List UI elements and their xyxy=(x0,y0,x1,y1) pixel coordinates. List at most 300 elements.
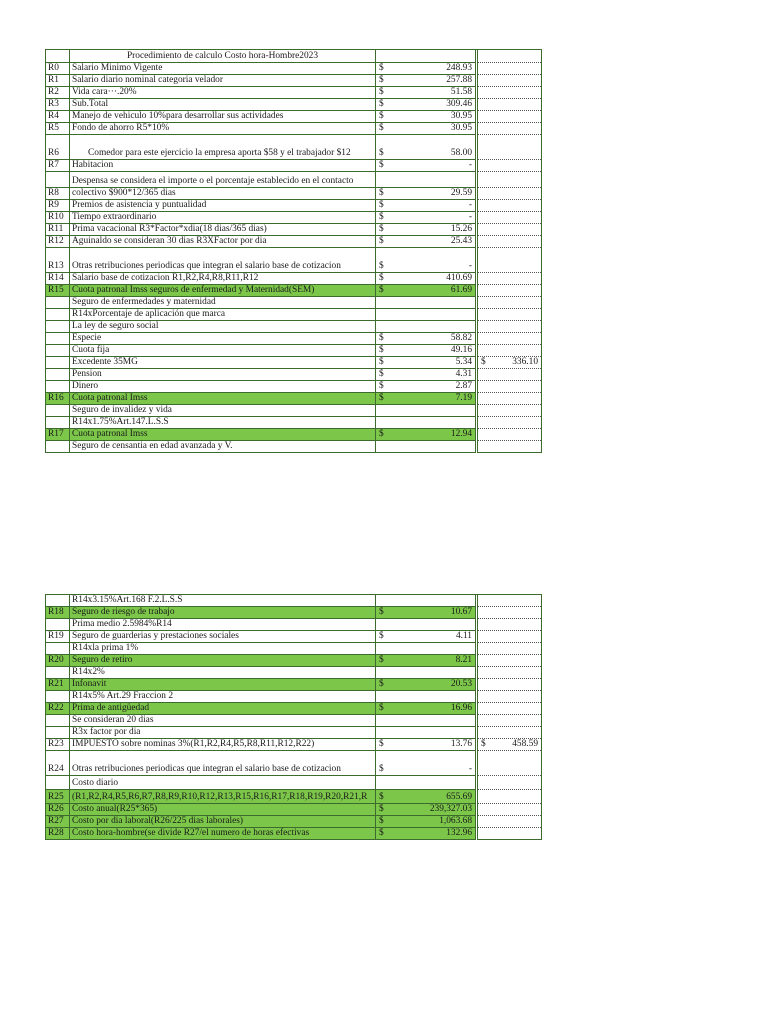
currency-symbol: $ xyxy=(379,148,384,158)
row-description-cell[interactable]: Otras retribuciones periodicas que integran el salario base de cotizacion xyxy=(70,248,376,273)
currency-symbol: $ xyxy=(379,200,384,210)
amount-value xyxy=(378,429,473,440)
row-description-cell[interactable]: Manejo de vehiculo 10%para desarrollar sus actividades xyxy=(70,111,376,123)
amount-number: 10.67 xyxy=(450,607,472,617)
amount-number: 1,063.68 xyxy=(439,816,472,826)
amount-number: 20.53 xyxy=(450,679,472,689)
row-extra-cell[interactable] xyxy=(478,441,542,453)
amount-value xyxy=(378,75,473,86)
table-row xyxy=(46,804,542,816)
row-description-cell[interactable]: R14xPorcentaje de aplicación que marca xyxy=(70,309,376,321)
row-extra-cell[interactable] xyxy=(478,790,542,804)
currency-symbol: $ xyxy=(379,273,384,283)
row-extra-cell[interactable] xyxy=(478,285,542,297)
title-extra-cell[interactable] xyxy=(478,50,542,63)
row-code-cell[interactable]: R3 xyxy=(46,99,70,111)
row-amount-cell[interactable] xyxy=(376,87,476,99)
row-description-cell[interactable]: R14x2% xyxy=(70,667,376,679)
amount-value xyxy=(378,261,473,272)
row-code-cell[interactable]: R12 xyxy=(46,236,70,248)
row-extra-cell[interactable] xyxy=(478,727,542,739)
row-extra-cell[interactable] xyxy=(478,381,542,393)
row-description-cell[interactable]: Despensa se considera el importe o el porcentaje establecido en el contacto xyxy=(70,172,376,188)
row-extra-cell[interactable] xyxy=(478,309,542,321)
row-amount-cell[interactable] xyxy=(376,441,476,453)
row-description-cell[interactable]: Seguro de invalidez y vida xyxy=(70,405,376,417)
row-description-cell[interactable]: Infonavit xyxy=(70,679,376,691)
row-amount-cell[interactable] xyxy=(376,172,476,188)
row-amount-cell[interactable] xyxy=(376,703,476,715)
row-amount-cell[interactable] xyxy=(376,776,476,790)
table-row xyxy=(46,212,542,224)
row-code-cell[interactable]: R10 xyxy=(46,212,70,224)
row-amount-cell[interactable] xyxy=(376,111,476,123)
currency-symbol: $ xyxy=(379,792,384,802)
row-amount-cell[interactable] xyxy=(376,357,476,369)
row-extra-cell[interactable] xyxy=(478,417,542,429)
amount-number: - xyxy=(468,261,472,271)
row-amount-cell[interactable] xyxy=(376,643,476,655)
row-description-cell[interactable]: Salario base de cotizacion R1,R2,R4,R8,R11,R12 xyxy=(70,273,376,285)
row-code-cell[interactable]: R16 xyxy=(46,393,70,405)
table-row xyxy=(46,703,542,715)
table-row xyxy=(46,727,542,739)
row-amount-cell[interactable] xyxy=(376,751,476,776)
row-extra-cell[interactable] xyxy=(478,429,542,441)
row-code-cell[interactable]: R18 xyxy=(46,607,70,619)
row-extra-cell[interactable] xyxy=(478,828,542,840)
table-row xyxy=(46,441,542,453)
row-description-cell[interactable]: Excedente 35MG xyxy=(70,357,376,369)
row-amount-cell[interactable] xyxy=(376,679,476,691)
table-row xyxy=(46,631,542,643)
amount-number: 132.96 xyxy=(446,828,472,838)
row-code-cell[interactable] xyxy=(46,776,70,790)
row-extra-cell[interactable] xyxy=(478,188,542,200)
title-code-cell[interactable] xyxy=(46,50,70,63)
table-row xyxy=(46,595,542,607)
table-row xyxy=(46,172,542,188)
row-amount-cell[interactable] xyxy=(376,595,476,607)
extra-total-value xyxy=(480,357,539,368)
extra-total-value xyxy=(480,739,539,750)
row-extra-cell[interactable] xyxy=(478,715,542,727)
row-extra-cell[interactable] xyxy=(478,212,542,224)
amount-value xyxy=(378,224,473,235)
row-amount-cell[interactable] xyxy=(376,381,476,393)
row-code-cell[interactable]: R23 xyxy=(46,739,70,751)
row-description-cell[interactable]: Se consideran 20 dias xyxy=(70,715,376,727)
row-amount-cell[interactable] xyxy=(376,619,476,631)
row-amount-cell[interactable] xyxy=(376,393,476,405)
row-extra-cell[interactable] xyxy=(478,703,542,715)
amount-number: 15.26 xyxy=(450,224,472,234)
row-amount-cell[interactable] xyxy=(376,429,476,441)
amount-value xyxy=(378,87,473,98)
currency-symbol: $ xyxy=(379,224,384,234)
row-code-cell[interactable]: R2 xyxy=(46,87,70,99)
row-code-cell[interactable]: R1 xyxy=(46,75,70,87)
row-code-cell[interactable]: R7 xyxy=(46,160,70,172)
table-row xyxy=(46,790,542,804)
row-amount-cell[interactable] xyxy=(376,828,476,840)
table-row xyxy=(46,828,542,840)
row-description-cell[interactable]: Cuota patronal Imss seguros de enfermedad y Maternidad(SEM) xyxy=(70,285,376,297)
table-row xyxy=(46,679,542,691)
amount-value xyxy=(378,333,473,344)
amount-number: 58.82 xyxy=(450,333,472,343)
row-code-cell[interactable]: R13 xyxy=(46,248,70,273)
row-extra-cell[interactable] xyxy=(478,200,542,212)
row-description-cell[interactable]: Habitacion xyxy=(70,160,376,172)
amount-value xyxy=(378,200,473,211)
row-amount-cell[interactable] xyxy=(376,816,476,828)
currency-symbol: $ xyxy=(379,111,384,121)
row-description-cell[interactable]: Premios de asistencia y puntualidad xyxy=(70,200,376,212)
table-row xyxy=(46,816,542,828)
row-extra-cell[interactable] xyxy=(478,667,542,679)
row-description-cell[interactable]: Sub.Total xyxy=(70,99,376,111)
row-code-cell[interactable] xyxy=(46,333,70,345)
row-amount-cell[interactable] xyxy=(376,667,476,679)
row-code-cell[interactable]: R15 xyxy=(46,285,70,297)
row-extra-cell[interactable] xyxy=(478,357,542,369)
row-extra-cell[interactable] xyxy=(478,655,542,667)
row-extra-cell[interactable] xyxy=(478,816,542,828)
row-amount-cell[interactable] xyxy=(376,333,476,345)
currency-symbol: $ xyxy=(379,160,384,170)
row-amount-cell[interactable] xyxy=(376,804,476,816)
row-description-cell[interactable]: Tiempo extraordinario xyxy=(70,212,376,224)
row-amount-cell[interactable] xyxy=(376,135,476,160)
row-amount-cell[interactable] xyxy=(376,321,476,333)
row-description-cell[interactable]: Pension xyxy=(70,369,376,381)
currency-symbol: $ xyxy=(379,631,384,641)
table-row xyxy=(46,273,542,285)
row-code-cell[interactable] xyxy=(46,369,70,381)
table-row xyxy=(46,393,542,405)
amount-number: 2.87 xyxy=(455,381,472,391)
amount-number: 655.69 xyxy=(446,792,472,802)
amount-number: 4.31 xyxy=(455,369,472,379)
row-code-cell[interactable] xyxy=(46,595,70,607)
row-code-cell[interactable]: R11 xyxy=(46,224,70,236)
currency-symbol: $ xyxy=(379,804,384,814)
row-code-cell[interactable]: R28 xyxy=(46,828,70,840)
row-amount-cell[interactable] xyxy=(376,297,476,309)
amount-value xyxy=(378,236,473,247)
row-description-cell[interactable]: Seguro de censantia en edad avanzada y V. xyxy=(70,441,376,453)
row-extra-cell[interactable] xyxy=(478,273,542,285)
currency-symbol: $ xyxy=(379,429,384,439)
row-code-cell[interactable] xyxy=(46,172,70,188)
row-code-cell[interactable] xyxy=(46,309,70,321)
row-code-cell[interactable]: R4 xyxy=(46,111,70,123)
table-row xyxy=(46,619,542,631)
row-amount-cell[interactable] xyxy=(376,655,476,667)
row-code-cell[interactable] xyxy=(46,619,70,631)
amount-value xyxy=(378,188,473,199)
table-row xyxy=(46,224,542,236)
row-description-cell[interactable]: Costo diario xyxy=(70,776,376,790)
row-code-cell[interactable]: R20 xyxy=(46,655,70,667)
row-amount-cell[interactable] xyxy=(376,188,476,200)
title-amount-cell[interactable] xyxy=(376,50,476,63)
currency-symbol: $ xyxy=(379,393,384,403)
row-description-cell[interactable]: Prima vacacional R3*Factor*xdia(18 dias/365 dias) xyxy=(70,224,376,236)
row-extra-cell[interactable] xyxy=(478,691,542,703)
row-description-cell[interactable]: Vida cara···.20% xyxy=(70,87,376,99)
table-title[interactable]: Procedimiento de calculo Costo hora-Hombre2023 xyxy=(70,50,376,63)
row-extra-cell[interactable] xyxy=(478,333,542,345)
row-extra-cell[interactable] xyxy=(478,75,542,87)
row-extra-cell[interactable] xyxy=(478,739,542,751)
row-code-cell[interactable] xyxy=(46,321,70,333)
row-amount-cell[interactable] xyxy=(376,224,476,236)
row-code-cell[interactable] xyxy=(46,643,70,655)
row-description-cell[interactable]: Salario Minimo Vigente xyxy=(70,63,376,75)
row-description-cell[interactable]: Comedor para este ejercicio la empresa aporta $58 y el trabajador $12 xyxy=(70,135,376,160)
currency-symbol: $ xyxy=(481,357,486,367)
row-code-cell[interactable]: R5 xyxy=(46,123,70,135)
row-description-cell[interactable]: Fondo de ahorro R5*10% xyxy=(70,123,376,135)
row-extra-cell[interactable] xyxy=(478,405,542,417)
row-code-cell[interactable] xyxy=(46,715,70,727)
table-row xyxy=(46,691,542,703)
row-code-cell[interactable] xyxy=(46,381,70,393)
amount-value xyxy=(378,703,473,714)
table-row xyxy=(46,776,542,790)
row-description-cell[interactable]: Seguro de enfermedades y maternidad xyxy=(70,297,376,309)
row-description-cell[interactable]: Salario diario nominal categoria velador xyxy=(70,75,376,87)
row-amount-cell[interactable] xyxy=(376,123,476,135)
row-extra-cell[interactable] xyxy=(478,804,542,816)
row-code-cell[interactable] xyxy=(46,417,70,429)
row-description-cell[interactable]: R14x3.15%Art.168 F.2.L.S.S xyxy=(70,595,376,607)
amount-value xyxy=(378,160,473,171)
row-code-cell[interactable]: R9 xyxy=(46,200,70,212)
row-description-cell[interactable]: Seguro de riesgo de trabajo xyxy=(70,607,376,619)
row-extra-cell[interactable] xyxy=(478,123,542,135)
row-description-cell[interactable]: Dinero xyxy=(70,381,376,393)
row-amount-cell[interactable] xyxy=(376,273,476,285)
table-row xyxy=(46,87,542,99)
amount-value xyxy=(378,111,473,122)
row-code-cell[interactable]: R19 xyxy=(46,631,70,643)
amount-value xyxy=(378,792,473,803)
row-extra-cell[interactable] xyxy=(478,63,542,75)
row-amount-cell[interactable] xyxy=(376,790,476,804)
row-code-cell[interactable] xyxy=(46,727,70,739)
row-amount-cell[interactable] xyxy=(376,200,476,212)
row-amount-cell[interactable] xyxy=(376,369,476,381)
amount-number: 12.94 xyxy=(450,429,472,439)
row-extra-cell[interactable] xyxy=(478,679,542,691)
table-row xyxy=(46,200,542,212)
row-amount-cell[interactable] xyxy=(376,727,476,739)
row-code-cell[interactable] xyxy=(46,345,70,357)
row-description-cell[interactable]: Aguinaldo se consideran 30 dias R3XFactor por dia xyxy=(70,236,376,248)
row-extra-cell[interactable] xyxy=(478,751,542,776)
amount-value xyxy=(378,369,473,380)
table-row xyxy=(46,333,542,345)
amount-value xyxy=(378,607,473,618)
row-code-cell[interactable] xyxy=(46,691,70,703)
row-description-cell[interactable]: Cuota fija xyxy=(70,345,376,357)
row-description-cell[interactable]: R14x5% Art.29 Fraccion 2 xyxy=(70,691,376,703)
amount-number: 49.16 xyxy=(450,345,472,355)
extra-total-number: 458.59 xyxy=(512,739,538,749)
row-code-cell[interactable] xyxy=(46,297,70,309)
amount-number: 4.11 xyxy=(455,631,472,641)
row-amount-cell[interactable] xyxy=(376,345,476,357)
currency-symbol: $ xyxy=(379,212,384,222)
row-description-cell[interactable]: Costo por dia laboral(R26/225 dias laborales) xyxy=(70,816,376,828)
amount-number: 309.46 xyxy=(446,99,472,109)
row-description-cell[interactable]: R14xla prima 1% xyxy=(70,643,376,655)
table-title-row xyxy=(46,50,542,63)
row-amount-cell[interactable] xyxy=(376,691,476,703)
row-extra-cell[interactable] xyxy=(478,160,542,172)
row-description-cell[interactable]: Cuota patronal Imss xyxy=(70,393,376,405)
table-row xyxy=(46,607,542,619)
row-description-cell[interactable]: Costo hora-hombre(se divide R27/el numero de horas efectivas xyxy=(70,828,376,840)
row-description-cell[interactable]: (R1,R2,R4,R5,R6,R7,R8,R9,R10,R12,R13,R15,R16,R17,R18,R19,R20,R21,R xyxy=(70,790,376,804)
row-extra-cell[interactable] xyxy=(478,87,542,99)
row-amount-cell[interactable] xyxy=(376,63,476,75)
row-extra-cell[interactable] xyxy=(478,619,542,631)
row-description-cell[interactable]: Otras retribuciones periodicas que integran el salario base de cotizacion xyxy=(70,751,376,776)
row-amount-cell[interactable] xyxy=(376,309,476,321)
table-row xyxy=(46,643,542,655)
row-description-cell[interactable]: Prima de antigüedad xyxy=(70,703,376,715)
row-extra-cell[interactable] xyxy=(478,595,542,607)
currency-symbol: $ xyxy=(379,261,384,271)
currency-symbol: $ xyxy=(379,63,384,73)
amount-number: 248.93 xyxy=(446,63,472,73)
table-row xyxy=(46,357,542,369)
row-amount-cell[interactable] xyxy=(376,631,476,643)
row-code-cell[interactable]: R21 xyxy=(46,679,70,691)
row-code-cell[interactable] xyxy=(46,667,70,679)
row-extra-cell[interactable] xyxy=(478,631,542,643)
extra-total-number: 336.10 xyxy=(512,357,538,367)
table-row xyxy=(46,135,542,160)
row-description-cell[interactable]: Seguro de guarderias y prestaciones sociales xyxy=(70,631,376,643)
amount-value xyxy=(378,816,473,827)
row-amount-cell[interactable] xyxy=(376,417,476,429)
row-code-cell[interactable]: R8 xyxy=(46,188,70,200)
row-description-cell[interactable]: La ley de seguro social xyxy=(70,321,376,333)
row-amount-cell[interactable] xyxy=(376,405,476,417)
row-extra-cell[interactable] xyxy=(478,172,542,188)
row-description-cell[interactable]: R14x1.75%Art.147.L.S.S xyxy=(70,417,376,429)
row-code-cell[interactable]: R6 xyxy=(46,135,70,160)
row-description-cell[interactable]: Cuota patronal Imss xyxy=(70,429,376,441)
row-description-cell[interactable]: R3x factor por dia xyxy=(70,727,376,739)
row-extra-cell[interactable] xyxy=(478,297,542,309)
amount-number: - xyxy=(468,200,472,210)
amount-value xyxy=(378,63,473,74)
currency-symbol: $ xyxy=(379,828,384,838)
row-code-cell[interactable] xyxy=(46,357,70,369)
row-code-cell[interactable]: R24 xyxy=(46,751,70,776)
row-code-cell[interactable] xyxy=(46,441,70,453)
currency-symbol: $ xyxy=(379,285,384,295)
row-extra-cell[interactable] xyxy=(478,369,542,381)
row-amount-cell[interactable] xyxy=(376,715,476,727)
row-amount-cell[interactable] xyxy=(376,75,476,87)
row-description-cell[interactable]: Seguro de retiro xyxy=(70,655,376,667)
currency-symbol: $ xyxy=(379,333,384,343)
row-amount-cell[interactable] xyxy=(376,248,476,273)
row-description-cell[interactable]: Especie xyxy=(70,333,376,345)
row-extra-cell[interactable] xyxy=(478,248,542,273)
table-row xyxy=(46,99,542,111)
table-row xyxy=(46,123,542,135)
currency-symbol: $ xyxy=(379,345,384,355)
table-row xyxy=(46,236,542,248)
amount-value xyxy=(378,345,473,356)
amount-number: - xyxy=(468,764,472,774)
amount-number: 61.69 xyxy=(450,285,472,295)
row-extra-cell[interactable] xyxy=(478,393,542,405)
row-extra-cell[interactable] xyxy=(478,321,542,333)
row-amount-cell[interactable] xyxy=(376,285,476,297)
row-extra-cell[interactable] xyxy=(478,111,542,123)
row-code-cell[interactable]: R25 xyxy=(46,790,70,804)
row-code-cell[interactable]: R17 xyxy=(46,429,70,441)
table-row xyxy=(46,75,542,87)
amount-value xyxy=(378,357,473,368)
row-extra-cell[interactable] xyxy=(478,776,542,790)
amount-value xyxy=(378,123,473,134)
row-amount-cell[interactable] xyxy=(376,160,476,172)
amount-number: 8.21 xyxy=(455,655,472,665)
row-amount-cell[interactable] xyxy=(376,99,476,111)
currency-symbol: $ xyxy=(379,188,384,198)
row-extra-cell[interactable] xyxy=(478,643,542,655)
row-code-cell[interactable] xyxy=(46,405,70,417)
amount-value xyxy=(378,679,473,690)
row-code-cell[interactable]: R22 xyxy=(46,703,70,715)
row-extra-cell[interactable] xyxy=(478,224,542,236)
table-row xyxy=(46,429,542,441)
row-description-cell[interactable]: Costo anual(R25*365) xyxy=(70,804,376,816)
row-amount-cell[interactable] xyxy=(376,739,476,751)
row-amount-cell[interactable] xyxy=(376,236,476,248)
currency-symbol: $ xyxy=(379,679,384,689)
row-extra-cell[interactable] xyxy=(478,135,542,160)
row-extra-cell[interactable] xyxy=(478,345,542,357)
row-code-cell[interactable]: R26 xyxy=(46,804,70,816)
row-amount-cell[interactable] xyxy=(376,212,476,224)
row-code-cell[interactable]: R27 xyxy=(46,816,70,828)
amount-value xyxy=(378,655,473,666)
row-description-cell[interactable]: Prima medio 2.5984%R14 xyxy=(70,619,376,631)
row-description-cell[interactable]: colectivo $900*12/365 dias xyxy=(70,188,376,200)
row-extra-cell[interactable] xyxy=(478,236,542,248)
row-extra-cell[interactable] xyxy=(478,99,542,111)
row-amount-cell[interactable] xyxy=(376,607,476,619)
row-extra-cell[interactable] xyxy=(478,607,542,619)
currency-symbol: $ xyxy=(379,655,384,665)
row-code-cell[interactable]: R14 xyxy=(46,273,70,285)
row-description-cell[interactable]: IMPUESTO sobre nominas 3%(R1,R2,R4,R5,R8,R11,R12,R22) xyxy=(70,739,376,751)
amount-number: 30.95 xyxy=(450,111,472,121)
row-code-cell[interactable]: R0 xyxy=(46,63,70,75)
table-row xyxy=(46,188,542,200)
